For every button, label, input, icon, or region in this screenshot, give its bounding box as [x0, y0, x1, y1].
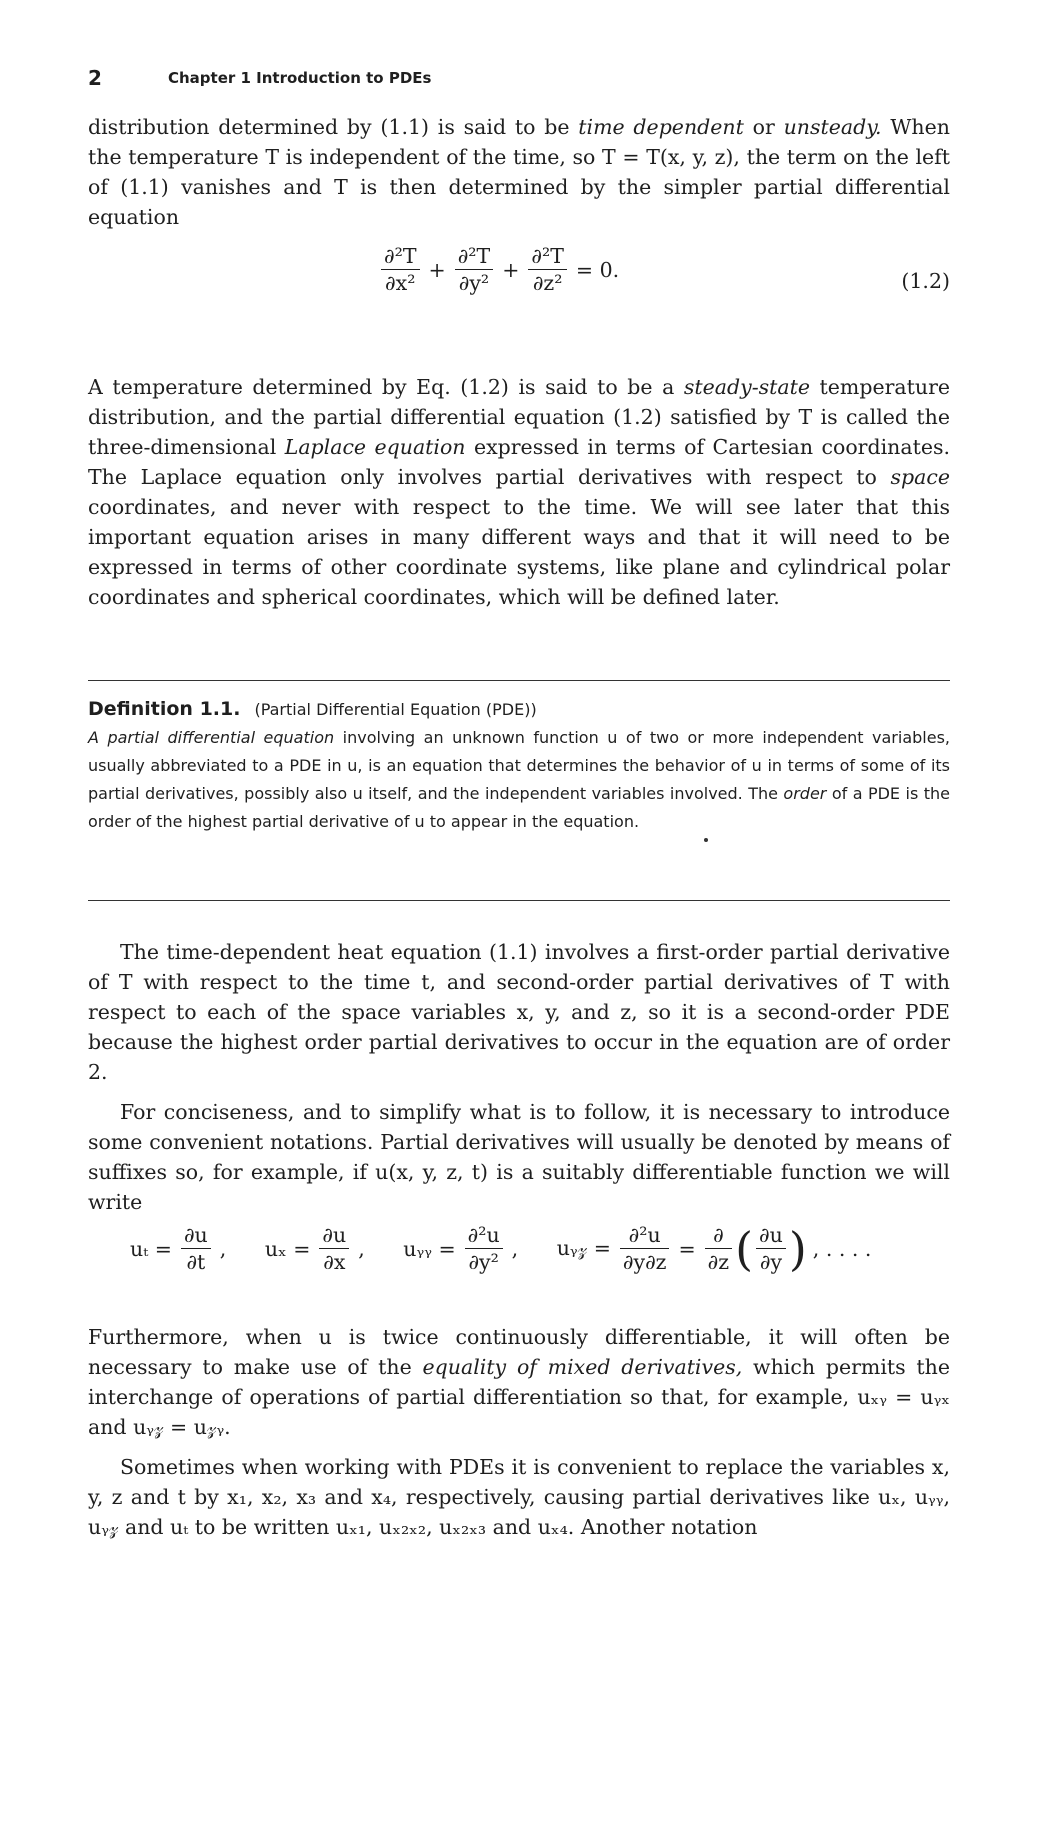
fraction: $\frac{\partial u}{\partial x}$ [319, 1222, 349, 1275]
paragraph-variables: Sometimes when working with PDEs it is convenient to replace the variables x, y, z and t by x₁, x₂, x₃ and x₄, respectively, causing partial derivatives like uₓ, uᵧᵧ, uᵧ𝓏 and uₜ to be written uₓ₁, uₓ₂ₓ₂, uₓ₂ₓ₃ and uₓ₄. Another notation [88, 1455, 950, 1539]
partial-derivatives-notation: uₜ = $\frac{\partial u}{\partial t}$ , uₓ = $\frac{\partial u}{\partial x}$ , uᵧᵧ = $\frac{\text{∂²u}}{\text{∂y²}}$ , uᵧ𝓏 = $\frac{\text{∂²u}}{\partial y\partial z}$ = $\frac{\partial}{\partial z}$ ( $\frac{\partial u}{\partial y}$ ) , . . . . [130, 1221, 872, 1276]
fraction: $\frac{\text{∂²u}}{\partial y\partial z}$ [620, 1222, 670, 1275]
divider-top [88, 680, 950, 681]
fraction: $\frac{\partial u}{\partial y}$ [756, 1222, 786, 1275]
fraction: $\frac{\text{∂²T}}{\text{∂y²}}$ [455, 243, 494, 296]
fraction: $\frac{\partial u}{\partial t}$ [181, 1222, 211, 1275]
fraction: $\frac{\partial}{\partial z}$ [705, 1222, 732, 1275]
definition-title: Definition 1.1. [88, 698, 241, 720]
paragraph-laplace: A temperature determined by Eq. (1.2) is said to be a steady-state temperature distribution, and the partial differential equation (1.2) satisfied by T is called the three-dimensional Laplace equation expressed in terms of Cartesian coordinates. The Laplace equation only involves partial derivatives with respect to space coordinates, and never with respect to the time. We will see later that this important equation arises in many different ways and that it will need to be expressed in terms of other coordinate systems, like plane and cylindrical polar coordinates and spherical coordinates, which will be defined later. [88, 375, 950, 609]
stray-dot [704, 838, 708, 842]
definition-text: A partial differential equation involving an unknown function u of two or more independent variables, usually abbreviated to a PDE in u, is an equation that determines the behavior of u in terms of some of its partial derivatives, possibly also u itself, and the independent variables involved. The order of a PDE is the order of the highest partial derivative of u to appear in the equation. [88, 728, 951, 831]
equation-suffix-notation [88, 1222, 950, 1302]
page-number: 2 [88, 66, 102, 90]
definition-box [88, 698, 950, 836]
paragraph-mixed-derivatives: Furthermore, when u is twice continuously differentiable, it will often be necessary to make use of the equality of mixed derivatives, which permits the interchange of operations of partial differentiation so that, for example, uₓᵧ = uᵧₓ and uᵧ𝓏 = u𝓏ᵧ. [88, 1325, 950, 1439]
paragraph-notation: For conciseness, and to simplify what is to follow, it is necessary to introduce some convenient notations. Partial derivatives will usually be denoted by means of suffixes so, for example, if u(x, y, z, t) is a suitably differentiable function we will write [88, 1100, 950, 1214]
divider-bottom [88, 900, 950, 901]
laplace-equation: $\frac{\text{∂²T}}{\text{∂x²}}$ + $\frac{\text{∂²T}}{\text{∂y²}}$ + $\frac{\text{∂²T}}{\text{∂z²}}$ = 0. [378, 243, 625, 323]
paragraph-intro: distribution determined by (1.1) is said to be time dependent or unsteady. When the temperature T is independent of the time, so T = T(x, y, z), the term on the left of (1.1) vanishes and T is then determined by the simpler partial differential equation [88, 115, 950, 229]
chapter-label: Chapter 1 Introduction to PDEs [168, 69, 432, 87]
fraction: $\frac{\text{∂²T}}{\text{∂z²}}$ [528, 243, 567, 296]
equation-1-2 [88, 243, 950, 323]
fraction: $\frac{\text{∂²T}}{\text{∂x²}}$ [381, 243, 420, 296]
equation-label: (1.2) [901, 269, 950, 293]
paragraph-heat-equation: The time-dependent heat equation (1.1) involves a first-order partial derivative of T with respect to the time t, and second-order partial derivatives of T with respect to each of the space variables x, y, and z, so it is a second-order PDE because the highest order partial derivatives to occur in the equation are of order 2. [88, 940, 950, 1084]
definition-subtitle: (Partial Differential Equation (PDE)) [254, 700, 537, 719]
running-header [88, 66, 948, 96]
fraction: $\frac{\text{∂²u}}{\text{∂y²}}$ [465, 1222, 503, 1275]
